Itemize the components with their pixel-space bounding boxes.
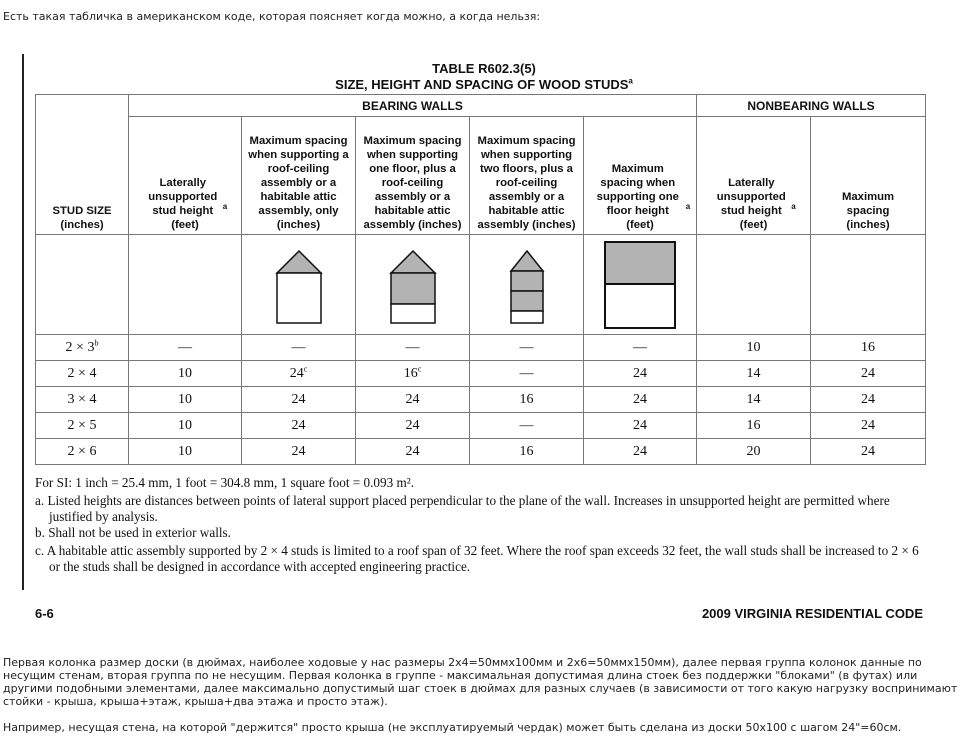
- diagram-row: [36, 235, 926, 335]
- cell-bearing-two-floors: [470, 387, 584, 413]
- diagram-cell-empty: [36, 235, 129, 335]
- header-nonbearing-stud-height-unit: (feet): [739, 219, 768, 231]
- two-floors-mid-shape: [511, 291, 543, 311]
- cell-nonbearing-stud-height: [697, 335, 811, 361]
- cell-bearing-floor-height: [584, 439, 697, 465]
- cell-nonbearing-stud-height-value: 14: [746, 365, 761, 381]
- two-floors-bottom-shape: [511, 311, 543, 323]
- table-title-text: SIZE, HEIGHT AND SPACING OF WOOD STUDS: [335, 77, 629, 92]
- header-bearing-stud-height-unit: (feet): [171, 219, 199, 231]
- cell-nonbearing-spacing-value: 24: [861, 365, 876, 381]
- cell-bearing-roof-only: [242, 335, 356, 361]
- one-floor-lower-shape: [391, 304, 435, 323]
- cell-bearing-one-floor: [356, 335, 470, 361]
- header-bearing-stud-height-mark: a: [222, 202, 228, 212]
- roof-only-roof-shape: [277, 251, 321, 273]
- roof-two-floors-building-icon: [502, 245, 552, 325]
- cell-bearing-roof-only-value: 24: [289, 365, 304, 381]
- post-example-text: Например, несущая стена, на которой "держится" просто крыша (не эксплуатируемый чердак) может быть сделана из доски 50x100 с шагом 24"=60см.: [3, 721, 902, 734]
- one-floor-roof-shape: [391, 251, 435, 273]
- cell-nonbearing-spacing-value: 24: [861, 417, 876, 433]
- table-title: [0, 77, 968, 92]
- cell-bearing-one-floor-value: 16: [403, 365, 418, 381]
- header-nonbearing-stud-height-text: Laterally unsupported stud height: [716, 177, 786, 217]
- diagram-cell-roof-only: [242, 235, 356, 335]
- header-bearing-roof-only: [242, 117, 356, 235]
- floor-only-lower-shape: [605, 284, 675, 328]
- cell-bearing-one-floor: [356, 413, 470, 439]
- cell-nonbearing-spacing: [811, 361, 926, 387]
- header-stud-size-text: STUD SIZE (inches): [52, 205, 112, 231]
- cell-bearing-two-floors: [470, 413, 584, 439]
- cell-bearing-two-floors: [470, 335, 584, 361]
- cell-bearing-one-floor-value: 24: [405, 391, 420, 407]
- table-row: [36, 361, 926, 387]
- cell-nonbearing-spacing: [811, 387, 926, 413]
- cell-bearing-roof-only: [242, 413, 356, 439]
- floor-only-building-icon: [602, 239, 678, 331]
- cell-bearing-two-floors: [470, 439, 584, 465]
- cell-nonbearing-spacing-value: 24: [861, 391, 876, 407]
- cell-nonbearing-spacing: [811, 439, 926, 465]
- cell-bearing-roof-only: [242, 439, 356, 465]
- cell-stud-size-value: 2 × 6: [67, 443, 97, 459]
- diagram-cell-empty: [811, 235, 926, 335]
- one-floor-upper-shape: [391, 273, 435, 304]
- cell-bearing-roof-only: [242, 361, 356, 387]
- roof-one-floor-building-icon: [388, 245, 438, 325]
- cell-bearing-stud-height-value: 10: [178, 443, 192, 459]
- cell-nonbearing-stud-height: [697, 439, 811, 465]
- cell-bearing-two-floors-value: —: [519, 365, 534, 381]
- cell-stud-size: [36, 361, 129, 387]
- cell-bearing-one-floor: [356, 387, 470, 413]
- cell-stud-size: [36, 335, 129, 361]
- code-table-scan: [0, 38, 968, 638]
- table-number: TABLE R602.3(5): [432, 61, 536, 76]
- cell-bearing-two-floors-value: 16: [519, 443, 534, 459]
- diagram-cell-empty: [129, 235, 242, 335]
- cell-bearing-two-floors: [470, 361, 584, 387]
- floor-only-upper-shape: [605, 242, 675, 284]
- cell-bearing-one-floor-value: —: [405, 339, 420, 355]
- header-nonbearing-walls: NONBEARING WALLS: [697, 95, 926, 117]
- cell-stud-size-value: 2 × 4: [67, 365, 97, 381]
- header-bearing-stud-height-text: Laterally unsupported stud height: [148, 177, 218, 217]
- cell-bearing-floor-height-value: 24: [633, 365, 648, 381]
- cell-bearing-stud-height: [129, 413, 242, 439]
- cell-bearing-floor-height: [584, 413, 697, 439]
- cell-nonbearing-stud-height-value: 20: [746, 443, 761, 459]
- page-number: 6-6: [35, 606, 54, 621]
- cell-bearing-one-floor-value: 24: [405, 443, 420, 459]
- two-floors-roof-shape: [511, 251, 543, 271]
- cell-nonbearing-spacing: [811, 413, 926, 439]
- cell-stud-size: [36, 413, 129, 439]
- roof-only-wall-shape: [277, 273, 321, 323]
- cell-stud-size-value: 3 × 4: [67, 391, 97, 407]
- cell-bearing-one-floor-value: 24: [405, 417, 420, 433]
- header-bearing-floor-height-unit: (feet): [626, 219, 654, 231]
- header-bearing-one-floor: [356, 117, 470, 235]
- cell-bearing-stud-height-value: 10: [178, 391, 192, 407]
- diagram-cell-two-floors: [470, 235, 584, 335]
- header-nonbearing-stud-height-mark: a: [791, 202, 796, 212]
- cell-bearing-two-floors-value: 16: [519, 391, 534, 407]
- table-title-footnote-mark: a: [628, 76, 633, 86]
- header-bearing-stud-height: [129, 117, 242, 235]
- table-row: [36, 335, 926, 361]
- header-nonbearing-spacing-text: Maximum spacing (inches): [841, 191, 895, 231]
- table-row: [36, 387, 926, 413]
- cell-stud-size-footnote-mark: b: [94, 337, 99, 347]
- cell-nonbearing-stud-height-value: 16: [746, 417, 761, 433]
- footnote-si: For SI: 1 inch = 25.4 mm, 1 foot = 304.8 mm, 1 square foot = 0.093 m².: [35, 475, 415, 490]
- page-margin-rule: [22, 54, 24, 590]
- cell-bearing-stud-height-value: —: [178, 339, 192, 355]
- cell-bearing-floor-height: [584, 361, 697, 387]
- two-floors-top-shape: [511, 271, 543, 291]
- cell-bearing-floor-height: [584, 335, 697, 361]
- footnote-b: b. Shall not be used in exterior walls.: [35, 525, 231, 540]
- header-bearing-one-floor-text: Maximum spacing when supporting one floor, plus a roof-ceiling assembly or a habitable attic assembly (inches): [363, 135, 462, 231]
- cell-bearing-stud-height-value: 10: [178, 417, 192, 433]
- cell-stud-size: [36, 387, 129, 413]
- cell-bearing-one-floor: [356, 361, 470, 387]
- table-row: [36, 439, 926, 465]
- header-bearing-floor-height: [584, 117, 697, 235]
- footnote-a: a. Listed heights are distances between points of lateral support placed perpendicular to the plane of the wall. Increases in unsupported height are permitted where justified by analysis.: [35, 493, 890, 524]
- cell-bearing-roof-only-value: 24: [291, 417, 306, 433]
- cell-nonbearing-stud-height: [697, 361, 811, 387]
- cell-bearing-stud-height-value: 10: [178, 365, 192, 381]
- cell-bearing-roof-only-value: —: [291, 339, 306, 355]
- cell-bearing-stud-height: [129, 361, 242, 387]
- cell-bearing-stud-height: [129, 439, 242, 465]
- cell-nonbearing-stud-height: [697, 413, 811, 439]
- wood-studs-table: [35, 94, 926, 465]
- cell-bearing-roof-only-value: 24: [291, 391, 306, 407]
- header-bearing-floor-height-mark: a: [685, 202, 691, 212]
- header-bearing-two-floors: [470, 117, 584, 235]
- header-bearing-walls: BEARING WALLS: [129, 95, 697, 117]
- cell-bearing-floor-height-value: 24: [633, 391, 648, 407]
- code-title-footer: 2009 VIRGINIA RESIDENTIAL CODE: [701, 606, 923, 621]
- cell-bearing-one-floor-footnote-mark: c: [417, 363, 422, 373]
- cell-nonbearing-spacing-value: 24: [861, 443, 876, 459]
- cell-nonbearing-spacing: [811, 335, 926, 361]
- post-intro-text: Есть такая табличка в американском коде, которая поясняет когда можно, а когда нельзя:: [3, 10, 541, 23]
- header-stud-size: [36, 95, 129, 235]
- header-bearing-two-floors-text: Maximum spacing when supporting two floors, plus a roof-ceiling assembly or a habitable attic assembly (inches): [477, 135, 576, 231]
- cell-bearing-floor-height-value: 24: [633, 443, 648, 459]
- cell-bearing-two-floors-value: —: [519, 339, 534, 355]
- cell-bearing-stud-height: [129, 335, 242, 361]
- cell-bearing-floor-height-value: 24: [633, 417, 648, 433]
- header-bearing-floor-height-text: Maximum spacing when supporting one floor height: [596, 163, 679, 217]
- cell-nonbearing-spacing-value: 16: [861, 339, 876, 355]
- table-row: [36, 413, 926, 439]
- cell-bearing-roof-only: [242, 387, 356, 413]
- cell-bearing-floor-height: [584, 387, 697, 413]
- roof-only-building-icon: [274, 245, 324, 325]
- footnote-c: c. A habitable attic assembly supported by 2 × 4 studs is limited to a roof span of 32 feet. Where the roof span exceeds 32 feet, the wall studs shall be increased to 2 × 6 or the studs shall be designed in accordance with accepted engineering practice.: [35, 543, 919, 574]
- cell-bearing-one-floor: [356, 439, 470, 465]
- cell-bearing-two-floors-value: —: [519, 417, 534, 433]
- diagram-cell-one-floor: [356, 235, 470, 335]
- cell-stud-size-value: 2 × 5: [67, 417, 97, 433]
- header-bearing-roof-only-text: Maximum spacing when supporting a roof-ceiling assembly or a habitable attic assembly, only (inches): [248, 135, 349, 231]
- cell-bearing-roof-only-value: 24: [291, 443, 306, 459]
- cell-bearing-floor-height-value: —: [633, 339, 648, 355]
- cell-nonbearing-stud-height: [697, 387, 811, 413]
- cell-bearing-stud-height: [129, 387, 242, 413]
- post-explanation-text: Первая колонка размер доски (в дюймах, наиболее ходовые у нас размеры 2x4=50ммx100мм и 2x6=50ммx150мм), далее первая группа колонок данные по несущим стенам, вторая группа по не несущим. Первая колонка в группе - максимальная допустимая длина стоек без поддержки "блоками" (в футах) или другими подобными элементами, далее максимально допустимый шаг стоек в дюймах для разных случаев (в зависимости от того какую нагрузку воспринимают стойки - крыша, крыша+этаж, крыша+два этажа и просто этаж).: [3, 656, 958, 708]
- diagram-cell-empty: [697, 235, 811, 335]
- cell-stud-size: [36, 439, 129, 465]
- header-nonbearing-spacing: [811, 117, 926, 235]
- cell-stud-size-value: 2 × 3: [65, 339, 95, 355]
- header-nonbearing-stud-height: [697, 117, 811, 235]
- cell-nonbearing-stud-height-value: 10: [746, 339, 761, 355]
- cell-nonbearing-stud-height-value: 14: [746, 391, 761, 407]
- diagram-cell-floor-only: [584, 235, 697, 335]
- cell-bearing-roof-only-footnote-mark: c: [303, 363, 308, 373]
